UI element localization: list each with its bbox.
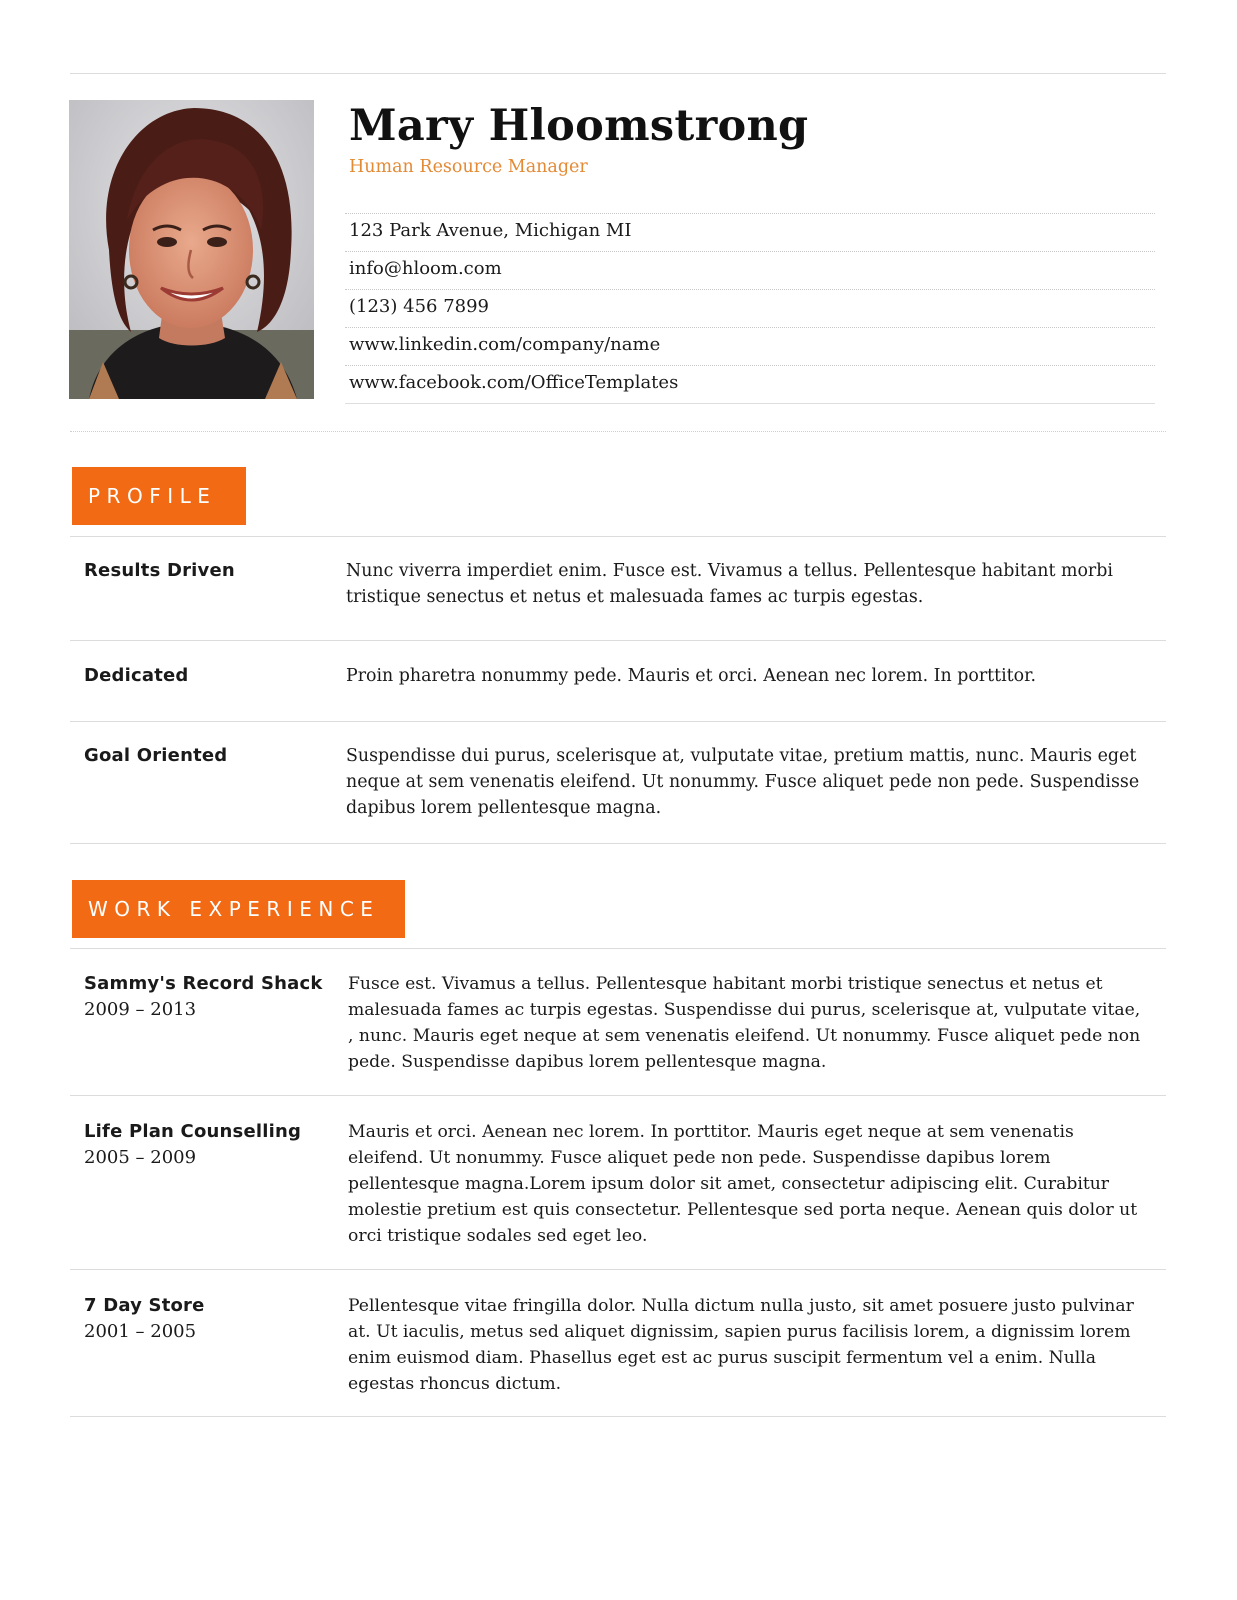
profile-section-heading: PROFILE	[72, 467, 246, 525]
address: 123 Park Avenue, Michigan MI	[345, 213, 1155, 251]
work-row-divider	[70, 1095, 1166, 1096]
profile-description: Suspendisse dui purus, scelerisque at, vulputate vitae, pretium mattis, nunc. Mauris eget neque at sem venenatis eleifend. Ut nonummy. Fusce aliquet pede non pede. Suspendisse dapibus lorem pellentesque magna.	[346, 746, 1140, 818]
job-title: Human Resource Manager	[349, 157, 588, 177]
employment-dates: 2005 – 2009	[84, 1147, 197, 1168]
portrait-illustration	[69, 100, 314, 399]
contact-list	[345, 213, 1155, 404]
job-description: Fusce est. Vivamus a tellus. Pellentesque habitant morbi tristique senectus et netus et malesuada fames ac turpis egestas. Suspendisse dui purus, scelerisque at, vulputate vitae, , nunc. Mauris eget neque at sem venenatis eleifend. Ut nonummy. Fusce aliquet pede non pede. Suspendisse dapibus lorem pellentesque magna.	[348, 974, 1141, 1072]
profile-description: Proin pharetra nonummy pede. Mauris et orci. Aenean nec lorem. In porttitor.	[346, 666, 1037, 686]
work-bottom-divider	[70, 1416, 1166, 1417]
profile-bottom-divider	[70, 843, 1166, 844]
profile-label: Results Driven	[84, 560, 235, 581]
job-description: Mauris et orci. Aenean nec lorem. In porttitor. Mauris eget neque at sem venenatis eleifend. Ut nonummy. Fusce aliquet pede non pede. Suspendisse dapibus lorem pellentesque magna.Lorem ipsum dolor sit amet, consectetur adipiscing elit. Curabitur molestie pretium est quis consectetur. Pellentesque sed porta neque. Aenean quis dolor ut orci tristique sodales sed eget leo.	[348, 1122, 1138, 1246]
profile-top-divider	[70, 536, 1166, 537]
email-link[interactable]: info@hloom.com	[345, 251, 1155, 289]
employment-dates: 2001 – 2005	[84, 1321, 197, 1342]
profile-row-divider	[70, 721, 1166, 722]
header-bottom-divider	[70, 431, 1166, 432]
employment-dates: 2009 – 2013	[84, 999, 197, 1020]
profile-label: Dedicated	[84, 665, 189, 686]
work-section-heading: WORK EXPERIENCE	[72, 880, 405, 938]
top-divider	[70, 73, 1166, 74]
work-row-divider	[70, 1269, 1166, 1270]
profile-row-divider	[70, 640, 1166, 641]
company-name: 7 Day Store	[84, 1295, 205, 1316]
candidate-name: Mary Hloomstrong	[349, 101, 809, 151]
profile-photo	[69, 100, 314, 399]
job-description: Pellentesque vitae fringilla dolor. Nulla dictum nulla justo, sit amet posuere justo pulvinar at. Ut iaculis, metus sed aliquet dignissim, sapien purus facilisis lorem, a dignissim lorem enim euismod diam. Phasellus eget est ac purus suscipit fermentum vel a enim. Nulla egestas rhoncus dictum.	[348, 1296, 1134, 1394]
profile-label: Goal Oriented	[84, 745, 228, 766]
phone-number: (123) 456 7899	[345, 289, 1155, 327]
work-top-divider	[70, 948, 1166, 949]
profile-description: Nunc viverra imperdiet enim. Fusce est. Vivamus a tellus. Pellentesque habitant morbi tristique senectus et netus et malesuada fames ac turpis egestas.	[346, 561, 1113, 607]
company-name: Sammy's Record Shack	[84, 973, 323, 994]
company-name: Life Plan Counselling	[84, 1121, 302, 1142]
facebook-link[interactable]: www.facebook.com/OfficeTemplates	[345, 365, 1155, 404]
linkedin-link[interactable]: www.linkedin.com/company/name	[345, 327, 1155, 365]
